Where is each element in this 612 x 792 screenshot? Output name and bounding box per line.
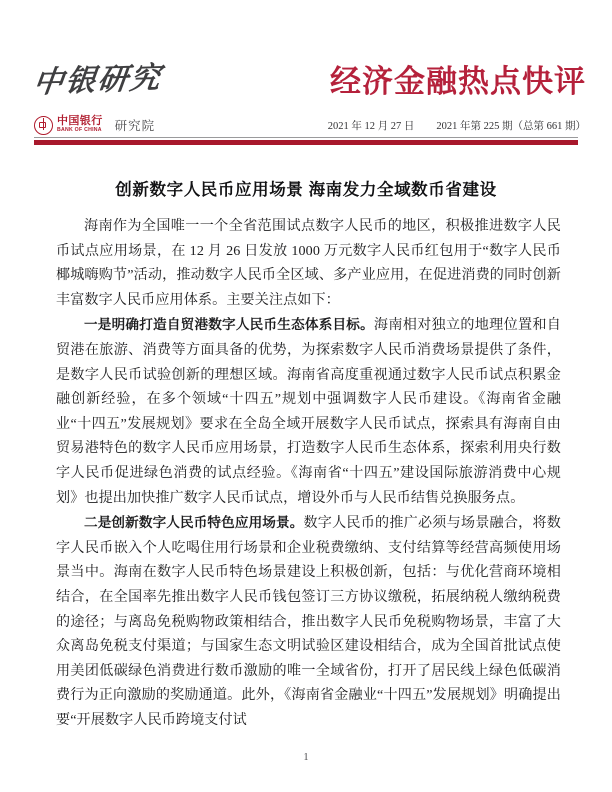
header-divider-thin <box>34 137 578 138</box>
page-title: 创新数字人民币应用场景 海南发力全域数币省建设 <box>115 181 497 199</box>
bank-name-chinese: 中国银行 <box>57 115 103 127</box>
institute-label: 研究院 <box>114 119 156 133</box>
bank-of-china-logo-row <box>34 114 155 136</box>
page-number: 1 <box>303 752 309 763</box>
masthead <box>0 0 612 152</box>
bank-name-block <box>57 116 103 134</box>
publication-banner-title: 经济金融热点快评 <box>330 64 586 99</box>
publication-date: 2021 年 12 月 27 日 <box>327 121 415 132</box>
article-body <box>56 214 561 732</box>
paragraph-text: 数字人民币的推广必须与场景融合，将数字人民币嵌入个人吃喝住用行场景和企业税费缴纳、支付结算等经营高频使用场景当中。海南在数字人民币特色场景建设上积极创新，包括：与优化营商环境相结合，在全国率先推出数字人民币钱包签订三方协议缴税，拓展纳税人缴纳税费的途径；与离岛免税购物政策相结合，推出数字人民币免税购物场景，丰富了大众离岛免税支付渠道；与国家生态文明试验区建设相结合，成为全国首批试点使用美团低碳绿色消费进行数币激励的唯一全域省份，打开了居民线上绿色低碳消费行为正向激励的奖励通道。此外，《海南省金融业“十四五”发展规划》明确提出要“开展数字人民币跨境支付试 <box>56 515 561 728</box>
boc-circle-logo-icon <box>34 116 53 135</box>
paragraph-lead-in: 一是明确打造自贸港数字人民币生态体系目标。 <box>84 317 374 333</box>
brand-calligraphy-logo: 中银研究 <box>31 61 164 100</box>
header-divider-red <box>34 140 578 145</box>
paragraph-intro <box>56 214 561 312</box>
paragraph-text: 海南相对独立的地理位置和自贸港在旅游、消费等方面具备的优势，为探索数字人民币消费场景提供了条件，是数字人民币试验创新的理想区域。海南省高度重视通过数字人民币试点积累金融创新经验，在多个领域“十四五”规划中强调数字人民币建设。《海南省金融业“十四五”发展规划》要求在全岛全域开展数字人民币试点，探索具有海南自由贸易港特色的数字人民币应用场景，打造数字人民币生态体系，探索利用央行数字人民币促进绿色消费的试点经验。《海南省“十四五”建设国际旅游消费中心规划》也提出加快推广数字人民币试点，增设外币与人民币结售兑换服务点。 <box>56 317 561 506</box>
paragraph-text: 海南作为全国唯一一个全省范围试点数字人民币的地区，积极推进数字人民币试点应用场景，在 12 月 26 日发放 1000 万元数字人民币红包用于“数字人民币 椰城嗨购节”活动，推动数字人民币全区域、多产业应用，在促进消费的同时创新丰富数字人民币应用体系。主要关注点如下： <box>56 218 561 308</box>
issue-info <box>328 118 586 133</box>
bank-name-english: BANK OF CHINA <box>57 127 102 133</box>
paragraph-lead-in: 二是创新数字人民币特色应用场景。 <box>84 515 304 531</box>
paragraph-point-two <box>56 511 561 732</box>
issue-number: 2021 年第 225 期（总第 661 期） <box>436 121 586 132</box>
paragraph-point-one <box>56 313 561 510</box>
